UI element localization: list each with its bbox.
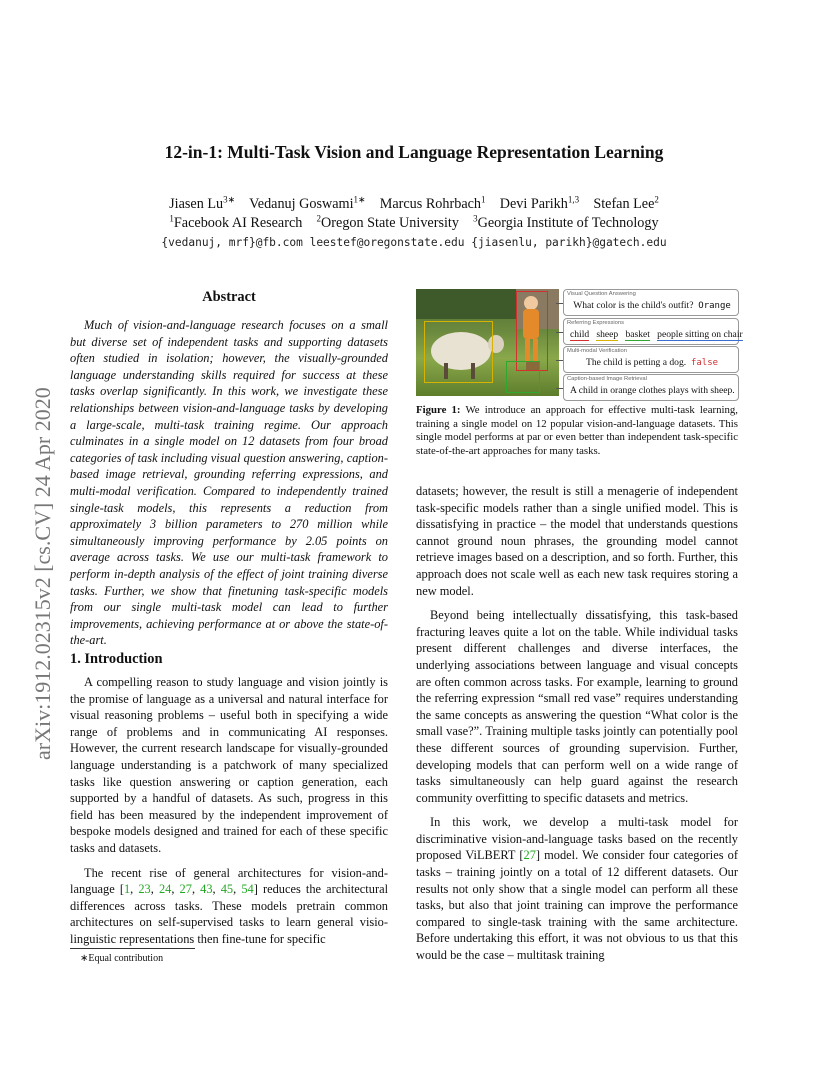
citation-link[interactable]: 1	[123, 882, 131, 897]
sheep-box	[424, 321, 493, 383]
affil-name: Oregon State University	[321, 215, 459, 231]
body-text: In this work, we develop a multi-task model for discriminative vision-and-language tasks based on the recently proposed ViLBERT [	[416, 815, 738, 863]
author-sup: 3∗	[223, 194, 236, 205]
task-label: Caption-based Image Retrieval	[567, 376, 647, 382]
footnote-rule	[70, 948, 195, 949]
basket-box	[506, 361, 540, 393]
task-label: Multi-modal Verification	[567, 348, 627, 354]
body-paragraph: datasets; however, the result is still a menagerie of independent task-specific models rather than a single unified model. This is dissatisfying in practice – the model that understands questions cannot ground noun phrases, the grounding model cannot retrieve images based on a description, and so forth. Further, this approach does not scale well as each new task requires storing a new model.	[416, 484, 738, 598]
figure-caption	[416, 404, 738, 458]
author-sup: 1	[481, 194, 486, 205]
intro-text: The recent rise of general architectures for vision-and-language [	[70, 865, 388, 897]
affil-sup: 3	[473, 213, 478, 224]
citation-link[interactable]: 24	[158, 882, 172, 897]
task-label: Referring Expressions	[567, 320, 625, 326]
refexp-item: people sitting on chair	[657, 329, 743, 340]
author-sup: 1∗	[353, 194, 366, 205]
figure-photo	[416, 289, 559, 396]
email-list: {vedanuj, mrf}@fb.com leestef@oregonstate.edu {jiasenlu, parikh}@gatech.edu	[161, 236, 667, 249]
body-paragraph: Beyond being intellectually dissatisfying, this task-based fracturing leaves quite a lot on the table. While individual tasks present different challenges and diverse interfaces, the underlying associations between language and visual concepts are often common across tasks. For example, learning to ground the referring expression “small red vase” requires understanding the same concepts as answering the question “What color is the small vase?”. Training multiple tasks jointly can potentially pool these different sources of grounding supervision. Further, developing models that can perform well on a wide range of tasks simultaneously can help guard against the research community overfitting to specific datasets and metrics.	[416, 608, 738, 805]
author-name: Vedanuj Goswami	[249, 196, 354, 212]
intro-paragraph: The recent rise of general architectures for vision-and-language [1, 23, 24, 27, 43, 45, 54] reduces the architectural differences across tasks. These models pretrain common architectures on self-supervised tasks to learn general visio-linguistic representations then fine-tune for specific	[70, 865, 389, 946]
citation-link[interactable]: 27	[179, 882, 192, 897]
body-paragraph	[416, 814, 738, 963]
author-name: Stefan Lee	[593, 196, 655, 212]
affil-name: Georgia Institute of Technology	[477, 215, 659, 231]
author-name: Devi Parikh	[499, 196, 568, 212]
task-text	[570, 329, 743, 340]
caption-text: We introduce an approach for effective multi-task learning, training a single model on 12 popular vision-and-language datasets. This single model performs at par or even better than independent task-specific state-of-the-art approaches for many tasks.	[416, 404, 738, 457]
arxiv-stamp: arXiv:1912.02315v2 [cs.CV] 24 Apr 2020	[30, 387, 55, 760]
refexp-item: basket	[625, 329, 650, 340]
citation-link[interactable]: 27	[523, 848, 536, 863]
vqa-question: What color is the child's outfit?	[573, 300, 694, 311]
affil-name: Facebook AI Research	[173, 215, 303, 231]
author-sup: 2	[654, 194, 659, 205]
task-box-retrieval	[563, 374, 739, 401]
verification-statement: The child is petting a dog.	[585, 357, 687, 368]
affil-sup: 2	[316, 213, 322, 224]
task-text: A child in orange clothes plays with sheep.	[570, 385, 735, 396]
intro-paragraph: A compelling reason to study language and vision jointly is the promise of language as a universal and natural interface for visual reasoning problems – useful both in specifying a wide range of problems and in communicating AI responses. However, the current research landscape for visually-grounded language understanding is a patchwork of many specialized tasks like question answering or caption generation, each supported by a handful of datasets. As such, progress in this field has been measured by the independent improvement of bespoke models designed and trained for each of these specific tasks and datasets.	[70, 675, 388, 855]
abstract-heading: Abstract	[202, 289, 256, 305]
vqa-answer: Orange	[698, 301, 731, 311]
task-text	[570, 357, 734, 368]
author-list	[0, 196, 828, 213]
citation-link[interactable]: 54	[241, 882, 254, 897]
citation-link[interactable]: 43	[200, 882, 213, 897]
footnote: ∗Equal contribution	[80, 953, 164, 964]
citation-link[interactable]: 23	[138, 882, 151, 897]
task-text	[570, 300, 734, 311]
body-text: ] model. We consider four categories of tasks – training jointly on a total of 12 different datasets. Our results not only show that a single model can perform all these tasks, but also that joint training can improve the performance compared to single-task training with the same architecture. Before undertaking this effort, it was not obvious to us that this would be the case – multitask training	[416, 848, 738, 963]
intro-text: ] reduces the architectural differences across tasks. These models pretrain common architectures on self-supervised tasks to learn general visio-linguistic representations then fine-tune for specific	[70, 882, 389, 946]
citation-link[interactable]: 45	[220, 882, 234, 897]
task-box-vqa	[563, 289, 739, 316]
affiliation-list	[0, 215, 828, 232]
affil-sup: 1	[169, 213, 174, 224]
intro-heading: 1. Introduction	[70, 651, 163, 667]
author-name: Marcus Rohrbach	[379, 196, 482, 212]
author-name: Jiasen Lu	[169, 196, 224, 212]
paper-title: 12-in-1: Multi-Task Vision and Language Representation Learning	[164, 142, 664, 162]
verification-answer: false	[690, 358, 719, 368]
right-column-body	[416, 483, 738, 964]
child-box	[516, 291, 548, 371]
refexp-item: sheep	[596, 329, 619, 340]
abstract-text: Much of vision-and-language research focuses on a small but diverse set of independent tasks and supporting datasets often studied in isolation; however, the visually-grounded language understanding skills required for success at these tasks overlap significantly. In this work, we investigate these relationships between vision-and-language tasks by developing a large-scale, multi-task training regime. Our approach culminates in a single model on 12 datasets from four broad categories of task including visual question answering, caption-based image retrieval, grounding referring expressions, and multi-modal verification. Compared to independently trained single-task models, this represents a reduction from approximately 3 billion parameters to 270 million while simultaneously improving performance by 2.05 points on average across tasks. We use our multi-task framework to perform in-depth analysis of the effect of joint training diverse tasks. Further, we show that finetuning task-specific models from our single multi-task model can lead to further improvements, achieving performance at or above the state-of-the-art.	[70, 318, 388, 648]
caption-label: Figure 1:	[416, 404, 461, 416]
task-label: Visual Question Answering	[567, 291, 636, 297]
task-box-verification	[563, 346, 739, 373]
intro-body	[70, 674, 388, 948]
refexp-item: child	[570, 329, 590, 340]
author-sup: 1,3	[567, 194, 580, 205]
task-box-refexp	[563, 318, 743, 345]
